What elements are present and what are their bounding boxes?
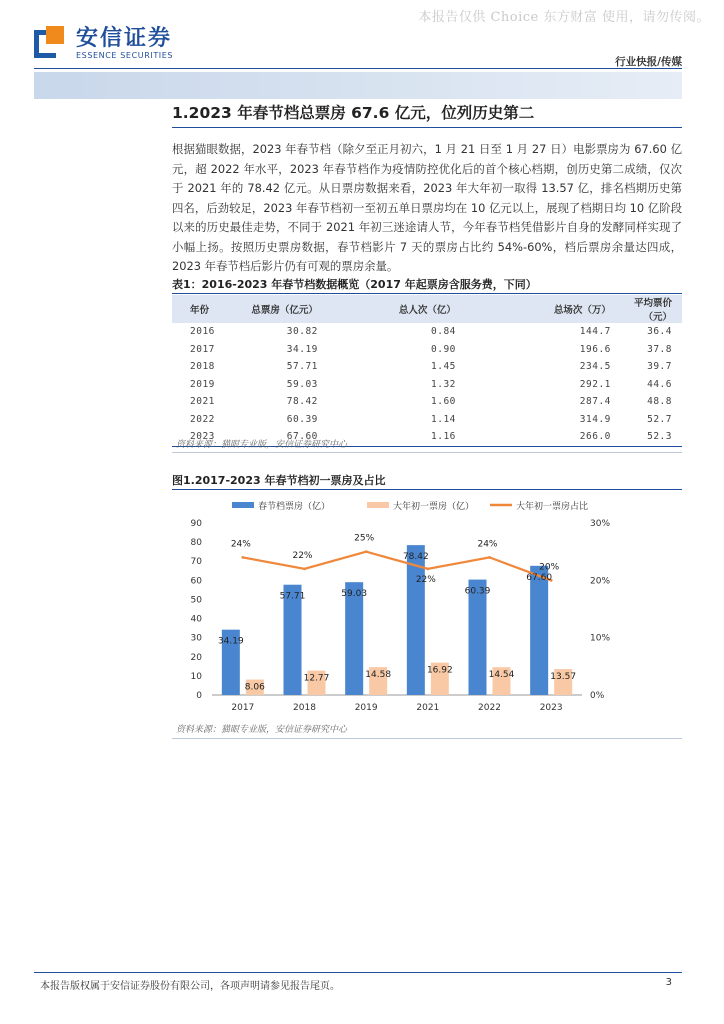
bar-data-label: 67.60 [526, 572, 553, 583]
table-cell: 57.71 [286, 361, 318, 373]
table-row [172, 376, 682, 394]
line-data-label: 22% [415, 574, 436, 585]
table-header-cell: 总票房（亿元） [219, 295, 332, 323]
table-cell: 48.8 [647, 396, 672, 408]
table-cell: 36.4 [647, 326, 672, 338]
table-header-row [172, 295, 682, 323]
figure-chart [172, 492, 682, 720]
table-cell: 39.7 [647, 361, 672, 373]
table-cell: 1.32 [431, 378, 456, 390]
y-left-tick-label: 60 [190, 576, 202, 587]
table-caption-divider [172, 293, 682, 294]
legend-label: 春节档票房（亿） [258, 502, 331, 512]
figure-caption: 图1.2017-2023 年春节档初一票房及占比 [172, 474, 386, 487]
table-row [172, 323, 682, 341]
brand-name-en: ESSENCE SECURITIES [76, 50, 174, 60]
y-left-tick-label: 70 [190, 557, 202, 568]
table-header-cell: 总场次（万） [482, 295, 625, 323]
legend-label: 大年初一票房占比 [516, 502, 589, 512]
table-cell: 0.90 [431, 343, 456, 355]
table-cell: 78.42 [286, 396, 318, 408]
line-point [365, 550, 368, 553]
table-cell: 34.19 [286, 343, 318, 355]
figure-source: 资料来源：猫眼专业版，安信证券研究中心 [176, 725, 348, 735]
table-cell: 52.3 [625, 428, 682, 446]
table-cell: 52.7 [647, 413, 672, 425]
table-cell: 2018 [190, 361, 215, 373]
bar [530, 566, 548, 695]
table-cell: 37.8 [647, 343, 672, 355]
line-data-label: 24% [477, 539, 498, 550]
footer-divider [34, 972, 682, 973]
header-band [34, 72, 682, 99]
legend-bar-swatch [232, 502, 254, 508]
y-left-tick-label: 80 [190, 538, 202, 549]
table-cell: 196.6 [579, 343, 611, 355]
y-left-tick-label: 20 [190, 652, 202, 663]
y-left-tick-label: 30 [190, 633, 202, 644]
line-data-label: 24% [230, 539, 251, 550]
y-right-tick-label: 10% [590, 633, 611, 644]
figure-source-divider [172, 738, 682, 739]
line-point [241, 556, 244, 559]
x-tick-label: 2021 [416, 703, 440, 713]
table-cell: 1.14 [431, 413, 456, 425]
table-row [172, 411, 682, 429]
table-cell: 287.4 [579, 396, 611, 408]
table-header-cell: 总人次（亿） [332, 295, 482, 323]
brand-logo [34, 26, 173, 60]
figure-caption-divider [172, 489, 682, 490]
section-title: 1.2023 年春节档总票房 67.6 亿元，位列历史第二 [172, 104, 535, 122]
bar-data-label: 16.92 [426, 665, 453, 676]
x-tick-label: 2019 [354, 703, 378, 713]
y-right-tick-label: 20% [590, 576, 611, 587]
table-cell: 44.6 [647, 378, 672, 390]
bar-data-label: 8.06 [244, 682, 265, 693]
table-header-cell: 年份 [172, 295, 219, 323]
table-row [172, 358, 682, 376]
body-paragraph: 根据猫眼数据，2023 年春节档（除夕至正月初六，1 月 21 日至 1 月 27 日）电影票房为 67.60 亿元，超 2022 年水平，2023 年春节档作为疫情防控优化后的首个核心档期，创历史第二成绩，仅次于 2021 年的 78.42 亿元。从日票房数据来看，2023 年大年初一取得 13.57 亿，排名档期历史第四名，后劲较足，2023 年春节档初一至初五单日票房均在 10 亿元以上，展现了档期日均 10 亿阶段以来的历史最佳走势，不同于 2021 年初三迷途请人节，今年春节档凭借影片自身的发酵同样实现了小幅上扬。按照历史票房数据，春节档影片 7 天的票房占比约 54%-60%，档后票房余量达四成，2023 年春节档后影片仍有可观的票房余量。 [172, 142, 682, 273]
table-cell: 2021 [190, 396, 215, 408]
x-tick-label: 2017 [231, 703, 255, 713]
bar-data-label: 13.57 [550, 672, 577, 683]
header-divider [34, 68, 682, 69]
table-cell: 2017 [190, 343, 215, 355]
line-data-label: 25% [354, 533, 375, 544]
table-cell: 59.03 [286, 378, 318, 390]
bar-data-label: 57.71 [279, 591, 306, 602]
table-cell: 2016 [190, 326, 215, 338]
bar-data-label: 34.19 [217, 636, 244, 647]
y-right-tick-label: 30% [590, 519, 611, 529]
table-source-divider [172, 452, 682, 453]
table-row [172, 393, 682, 411]
bar-data-label: 78.42 [402, 552, 429, 563]
legend-bar-swatch [367, 502, 389, 508]
table-cell: 0.84 [431, 326, 456, 338]
y-right-tick-label: 0% [590, 691, 605, 701]
table-cell: 60.39 [286, 413, 318, 425]
table-caption: 表1：2016-2023 年春节档数据概览（2017 年起票房含服务费，下同） [172, 278, 537, 291]
line-point [488, 556, 491, 559]
table-cell: 292.1 [579, 378, 611, 390]
bar-data-label: 59.03 [341, 589, 368, 600]
page-number: 3 [665, 977, 672, 988]
table-cell: 234.5 [579, 361, 611, 373]
table-cell: 1.60 [431, 396, 456, 408]
y-left-tick-label: 50 [190, 595, 202, 606]
line-point [426, 567, 429, 570]
table-cell: 2023 [172, 428, 219, 446]
table-cell: 2022 [190, 413, 215, 425]
bar-data-label: 60.39 [464, 586, 491, 597]
table-cell: 67.60 [219, 428, 332, 446]
line-data-label: 22% [292, 550, 313, 561]
table-cell: 266.0 [482, 428, 625, 446]
data-table [172, 295, 682, 447]
table-cell: 1.16 [332, 428, 482, 446]
line-data-label: 20% [539, 562, 560, 573]
section-title-divider [172, 127, 682, 128]
table-header-cell: 平均票价（元） [625, 295, 682, 323]
x-tick-label: 2022 [478, 703, 501, 713]
logo-mark-icon [34, 26, 68, 60]
bar [469, 580, 487, 695]
brand-name-cn: 安信证券 [76, 25, 173, 51]
bar-data-label: 14.58 [365, 670, 392, 681]
x-tick-label: 2018 [293, 703, 316, 713]
table-cell: 2019 [190, 378, 215, 390]
watermark: 本报告仅供 Choice 东方财富 使用，请勿传阅。 [418, 10, 710, 25]
footer-disclaimer: 本报告版权属于安信证券股份有限公司，各项声明请参见报告尾页。 [40, 981, 340, 992]
y-left-tick-label: 40 [190, 614, 202, 625]
y-left-tick-label: 0 [196, 691, 202, 701]
line-series [243, 552, 551, 581]
table-row [172, 341, 682, 359]
bar-data-label: 14.54 [488, 670, 515, 681]
x-tick-label: 2023 [539, 703, 563, 713]
line-point [303, 567, 306, 570]
y-left-tick-label: 90 [190, 519, 202, 529]
table-cell: 30.82 [286, 326, 318, 338]
report-category: 行业快报/传媒 [615, 56, 682, 68]
legend-label: 大年初一票房（亿） [393, 502, 475, 512]
table-cell: 144.7 [579, 326, 611, 338]
y-left-tick-label: 10 [190, 671, 202, 682]
table-cell: 1.45 [431, 361, 456, 373]
bar-data-label: 12.77 [303, 673, 330, 684]
table-cell: 314.9 [579, 413, 611, 425]
table-source: 资料来源：猫眼专业版，安信证券研究中心 [176, 440, 348, 450]
